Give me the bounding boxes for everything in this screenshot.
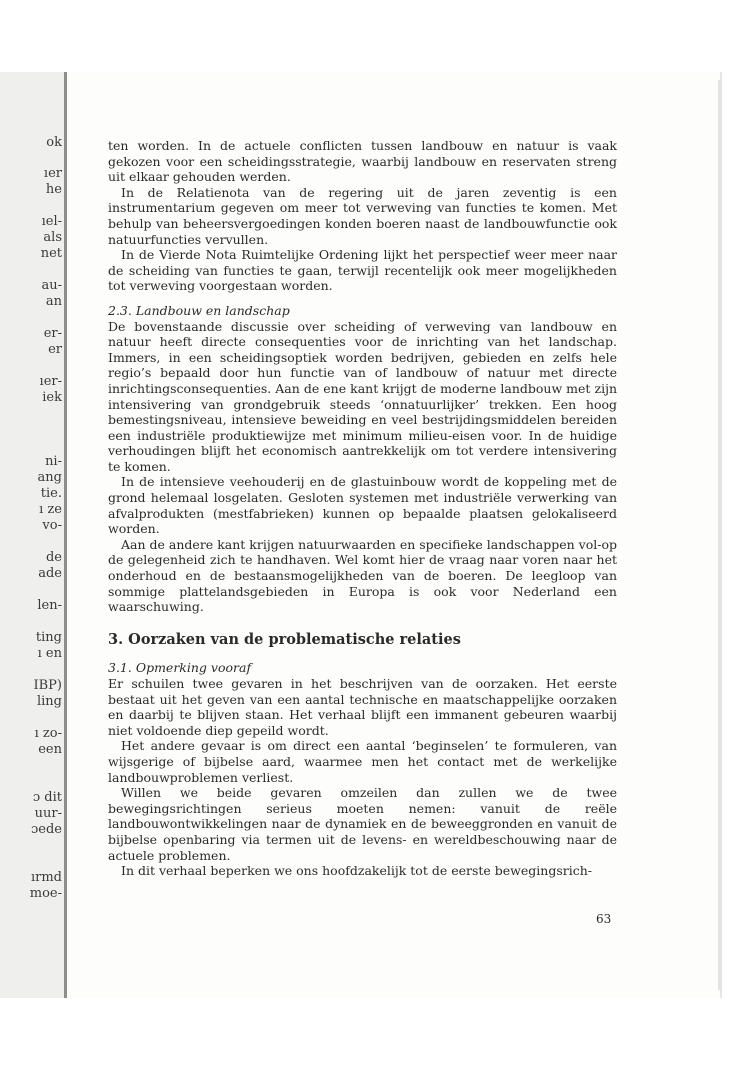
facing-page-fragment: ıer bbox=[43, 166, 62, 181]
facing-page-edge bbox=[0, 72, 67, 998]
facing-page-fragment: ıer- bbox=[39, 374, 62, 389]
subsection-heading: 3.1. Opmerking vooraf bbox=[108, 660, 252, 676]
facing-page-fragment: ang bbox=[37, 470, 62, 485]
paragraph: Er schuilen twee gevaren in het beschrijven van de oorzaken. Het eerste bestaat uit het geven van een aantal technische en maatschappelijke oorzaken en daarbij te blijven staan. Het verhaal blijft een immanent gebeuren waarbij niet voldoende diep gepeild wordt. bbox=[108, 676, 617, 738]
paragraph: In de intensieve veehouderij en de glastuinbouw wordt de koppeling met de grond helemaal losgelaten. Gesloten systemen met industriële verwerking van afvalprodukten (mestfabrieken) kunnen op bepaalde plaatsen gelokaliseerd worden. bbox=[108, 474, 617, 537]
paragraph: In de Vierde Nota Ruimtelijke Ordening lijkt het perspectief weer meer naar de scheiding van functies te gaan, terwijl recentelijk ook meer mogelijkheden tot verweving voorgestaan worden. bbox=[108, 247, 617, 294]
facing-page-fragment: vo- bbox=[42, 518, 62, 533]
paragraph: De bovenstaande discussie over scheiding of verweving van landbouw en natuur heeft directe consequenties voor de inrichting van het landschap. Immers, in een scheidingsoptiek worden bedrijven, gebieden en zelfs hele regio’s bepaald door hun functie van of landbouw of natuur met directe inrichtingsconsequenties. Aan de ene kant krijgt de moderne landbouw met zijn intensivering van grondgebruik steeds ‘onnatuurlijker’ trekken. Een hoog bemestingsniveau, intensieve beweiding en veel bestrijdingsmiddelen bereiden een industriële produktiewijze met minimum milieu-eisen voor. In de huidige verhoudingen blijft het economisch aantrekkelijk om tot verdere intensivering te komen. bbox=[108, 318, 617, 474]
facing-page-fragment: ting bbox=[35, 630, 62, 645]
facing-page-fragment: ıel- bbox=[41, 214, 62, 229]
facing-page-fragment: au- bbox=[41, 278, 62, 293]
facing-page-fragment: er- bbox=[43, 326, 62, 341]
facing-page-fragment: len- bbox=[37, 598, 62, 613]
facing-page-fragment: uur- bbox=[34, 806, 62, 821]
facing-page-fragment: an bbox=[45, 294, 62, 309]
paragraph: ten worden. In de actuele conflicten tussen landbouw en natuur is vaak gekozen voor een scheidingsstrategie, waarbij landbouw en reservaten streng uit elkaar gehouden werden. bbox=[108, 138, 617, 185]
facing-page-fragment: net bbox=[40, 246, 62, 261]
facing-page-fragment: ade bbox=[38, 566, 62, 581]
section-heading: 3. Oorzaken van de problematische relaties bbox=[108, 630, 461, 648]
facing-page-fragment: ɔ dit bbox=[32, 790, 62, 805]
facing-page-fragment: de bbox=[45, 550, 62, 565]
facing-page-fragment: ı ze bbox=[39, 502, 62, 517]
facing-page-fragment: ırmd bbox=[30, 870, 62, 885]
subsection-heading: 2.3. Landbouw en landschap bbox=[108, 302, 290, 318]
facing-page-fragment: tie. bbox=[40, 486, 62, 501]
facing-page-fragment: ni- bbox=[45, 454, 62, 469]
paragraph: Willen we beide gevaren omzeilen dan zullen we de twee bewegingsrichtingen serieus moeten nemen: vanuit de reële landbouwontwikkelingen naar de dynamiek en de beweeggronden en vanuit de bijbelse openbaring via termen uit de levens- en wereldbeschouwing naar de actuele problemen. bbox=[108, 785, 617, 863]
paragraph: Aan de andere kant krijgen natuurwaarden en specifieke landschappen vol-op de gelegenheid zich te handhaven. Wel komt hier de vraag naar voren naar het onderhoud en de bestaansmogelijkheden van de boeren. De leegloop van sommige plattelandsgebieden in Europa is ook voor Nederland een waarschuwing. bbox=[108, 536, 617, 615]
facing-page-fragment: als bbox=[43, 230, 62, 245]
facing-page-fragment: IBP) bbox=[33, 678, 62, 693]
paragraph: In dit verhaal beperken we ons hoofdzakelijk tot de eerste bewegingsrich- bbox=[121, 863, 592, 879]
facing-page-fragment: er bbox=[48, 342, 62, 357]
facing-page-fragment: moe- bbox=[29, 886, 62, 901]
facing-page-fragment: he bbox=[45, 182, 62, 197]
facing-page-fragment: ling bbox=[36, 694, 62, 709]
paragraph: Het andere gevaar is om direct een aantal ‘beginselen’ te formuleren, van wijsgerige of bijbelse aard, waarmee men het contact met de werkelijke landbouwproblemen verliest. bbox=[108, 738, 617, 785]
facing-page-fragment: iek bbox=[42, 390, 62, 405]
page-number: 63 bbox=[596, 912, 612, 926]
facing-page-fragment: een bbox=[38, 742, 62, 757]
facing-page-fragment: ı en bbox=[37, 646, 62, 661]
page-stack-edge bbox=[718, 80, 722, 990]
facing-page-fragment: ı zo- bbox=[34, 726, 62, 741]
page-body bbox=[108, 138, 617, 879]
facing-page-fragment: ɔede bbox=[31, 822, 62, 837]
paragraph: In de Relatienota van de regering uit de jaren zeventig is een instrumentarium gegeven om meer tot verweving van functies te komen. Met behulp van beheersvergoedingen konden boeren naast de landbouwfunctie ook natuurfuncties vervullen. bbox=[108, 184, 617, 247]
facing-page-fragment: ok bbox=[46, 135, 62, 150]
